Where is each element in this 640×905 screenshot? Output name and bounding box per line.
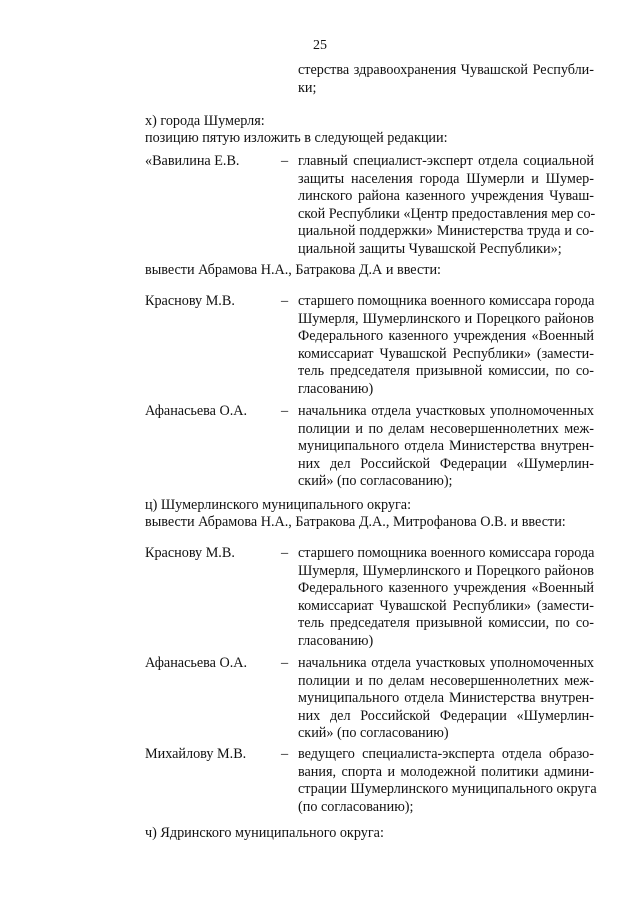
description-line: страции Шумерлинского муниципального округа — [298, 781, 597, 797]
description-line: вания, спорта и молодежной политики админи- — [298, 763, 594, 780]
description-line: полиции и по делам несовершеннолетних меж- — [298, 420, 594, 437]
section-ch-heading: ч) Ядринского муниципального округа: — [145, 825, 384, 841]
position-description — [298, 153, 594, 258]
description-line: циальной поддержки» Министерства труда и со- — [298, 223, 594, 239]
person-name: Краснову М.В. — [145, 293, 235, 309]
description-line: ский» (по согласованию) — [298, 725, 449, 741]
continuation-line: стерства здравоохранения Чувашской Республи- — [298, 62, 594, 78]
page-number: 25 — [313, 38, 327, 53]
description-line: (по согласованию); — [298, 798, 414, 815]
section-x-instruction-2: вывести Абрамова Н.А., Батракова Д.А и ввести: — [145, 262, 441, 278]
description-line: начальника отдела участковых уполномоченных — [298, 403, 594, 419]
description-line: главный специалист-эксперт отдела социальной — [298, 153, 594, 169]
section-x-heading: х) города Шумерля: — [145, 113, 265, 129]
description-line: муниципального отдела Министерства внутрен- — [298, 438, 594, 454]
top-continuation — [298, 62, 594, 97]
section-x-instruction: позицию пятую изложить в следующей редакции: — [145, 130, 448, 146]
description-line: ский» (по согласованию); — [298, 473, 453, 489]
continuation-line: ки; — [298, 79, 317, 96]
position-description — [298, 746, 597, 816]
position-description — [298, 655, 594, 743]
description-line: ведущего специалиста-эксперта отдела образо- — [298, 746, 594, 762]
person-name: Афанасьева О.А. — [145, 403, 248, 419]
person-name: Краснову М.В. — [145, 545, 235, 561]
dash: – — [281, 746, 289, 762]
dash: – — [281, 545, 289, 561]
description-line: них дел Российской Федерации «Шумерлин- — [298, 455, 594, 472]
description-line: Шумерля, Шумерлинского и Порецкого районов — [298, 562, 594, 579]
description-line: Федерального казенного учреждения «Военный — [298, 580, 594, 596]
description-line: старшего помощника военного комиссара города — [298, 293, 595, 309]
description-line: защиты населения города Шумерли и Шумер- — [298, 170, 594, 187]
description-line: Шумерля, Шумерлинского и Порецкого районов — [298, 310, 594, 327]
person-name: Афанасьева О.А. — [145, 655, 248, 671]
dash: – — [281, 293, 289, 309]
description-line: ской Республики «Центр предоставления мер со- — [298, 205, 596, 222]
description-line: комиссариат Чувашской Республики» (замести- — [298, 345, 594, 362]
section-ts-heading: ц) Шумерлинского муниципального округа: — [145, 497, 412, 513]
description-line: тель председателя призывной комиссии, по со- — [298, 615, 594, 631]
description-line: них дел Российской Федерации «Шумерлин- — [298, 707, 594, 724]
person-name: Михайлову М.В. — [145, 746, 247, 762]
position-description — [298, 545, 594, 650]
dash: – — [281, 655, 289, 671]
description-line: Федерального казенного учреждения «Военный — [298, 328, 594, 344]
section-ts-instruction: вывести Абрамова Н.А., Батракова Д.А., Митрофанова О.В. и ввести: — [145, 514, 566, 530]
dash: – — [281, 403, 289, 419]
description-line: тель председателя призывной комиссии, по со- — [298, 363, 594, 379]
dash: – — [281, 153, 289, 169]
description-line: гласованию) — [298, 632, 374, 649]
description-line: старшего помощника военного комиссара города — [298, 545, 595, 561]
description-line: циальной защиты Чувашской Республики»; — [298, 240, 562, 257]
description-line: полиции и по делам несовершеннолетних меж- — [298, 672, 594, 689]
position-description — [298, 293, 594, 398]
description-line: муниципального отдела Министерства внутрен- — [298, 690, 594, 706]
person-name: «Вавилина Е.В. — [145, 153, 240, 169]
position-description — [298, 403, 594, 491]
description-line: линского района казенного учреждения Чуваш- — [298, 188, 594, 204]
description-line: комиссариат Чувашской Республики» (замести- — [298, 597, 594, 614]
description-line: начальника отдела участковых уполномоченных — [298, 655, 594, 671]
description-line: гласованию) — [298, 380, 374, 397]
